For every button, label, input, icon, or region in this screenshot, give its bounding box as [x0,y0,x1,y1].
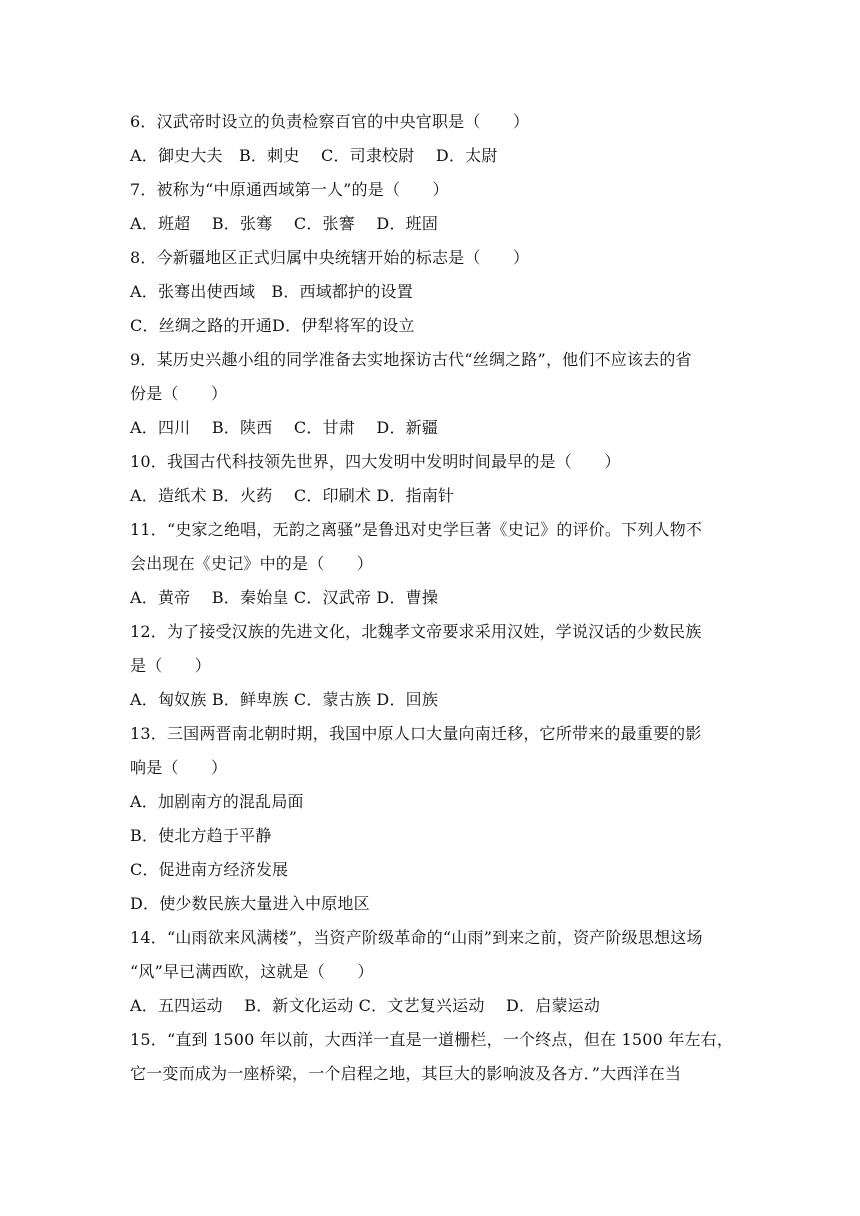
question-6-stem: 6．汉武帝时设立的负责检察百官的中央官职是（ ） [130,112,530,131]
question-13-option-b: B．使北方趋于平静 [130,826,272,845]
question-14-stem-line2: “风”早已满西欧，这就是（ ） [130,962,374,981]
question-10-options: A．造纸术 B．火药 C．印刷术 D．指南针 [130,486,455,505]
question-14-stem-line1: 14．“山雨欲来风满楼”，当资产阶级革命的“山雨”到来之前，资产阶级思想这场 [130,928,703,947]
question-11-stem-line1: 11．“史家之绝唱，无韵之离骚”是鲁迅对史学巨著《史记》的评价。下列人物不 [130,520,703,539]
question-13-stem-line1: 13．三国两晋南北朝时期，我国中原人口大量向南迁移，它所带来的最重要的影 [130,724,702,743]
question-10-stem: 10．我国古代科技领先世界，四大发明中发明时间最早的是（ ） [130,452,621,471]
question-13-option-a: A．加剧南方的混乱局面 [130,792,304,811]
question-7-options: A．班超 B．张骞 C．张謇 D．班固 [130,214,439,233]
question-11-options: A．黄帝 B．秦始皇 C．汉武帝 D．曹操 [130,588,439,607]
question-14-options: A．五四运动 B．新文化运动 C．文艺复兴运动 D．启蒙运动 [130,996,601,1015]
question-6-options: A．御史大夫 B．刺史 C．司隶校尉 D．太尉 [130,146,498,165]
question-15-stem-line2: 它一变而成为一座桥梁，一个启程之地，其巨大的影响波及各方．”大西洋在当 [130,1064,682,1083]
question-12-options: A．匈奴族 B．鲜卑族 C．蒙古族 D．回族 [130,690,439,709]
question-13-option-d: D．使少数民族大量进入中原地区 [130,894,370,913]
question-9-stem-line1: 9．某历史兴趣小组的同学准备去实地探访古代“丝绸之路”，他们不应该去的省 [130,350,692,369]
question-8-stem: 8．今新疆地区正式归属中央统辖开始的标志是（ ） [130,248,530,267]
question-15-stem-line1: 15．“直到 1500 年以前，大西洋一直是一道栅栏，一个终点，但在 1500 年左右， [130,1030,734,1049]
question-13-option-c: C．促进南方经济发展 [130,860,289,879]
question-7-stem: 7．被称为“中原通西域第一人”的是（ ） [130,180,449,199]
question-12-stem-line2: 是（ ） [130,656,212,675]
question-12-stem-line1: 12．为了接受汉族的先进文化，北魏孝文帝要求采用汉姓，学说汉话的少数民族 [130,622,702,641]
question-8-options-cd: C．丝绸之路的开通D．伊犁将军的设立 [130,316,415,335]
question-9-options: A．四川 B．陕西 C．甘肃 D．新疆 [130,418,439,437]
question-9-stem-line2: 份是（ ） [130,384,228,403]
question-11-stem-line2: 会出现在《史记》中的是（ ） [130,554,374,573]
question-13-stem-line2: 响是（ ） [130,758,228,777]
question-8-options-ab: A．张骞出使西域 B．西域都护的设置 [130,282,413,301]
